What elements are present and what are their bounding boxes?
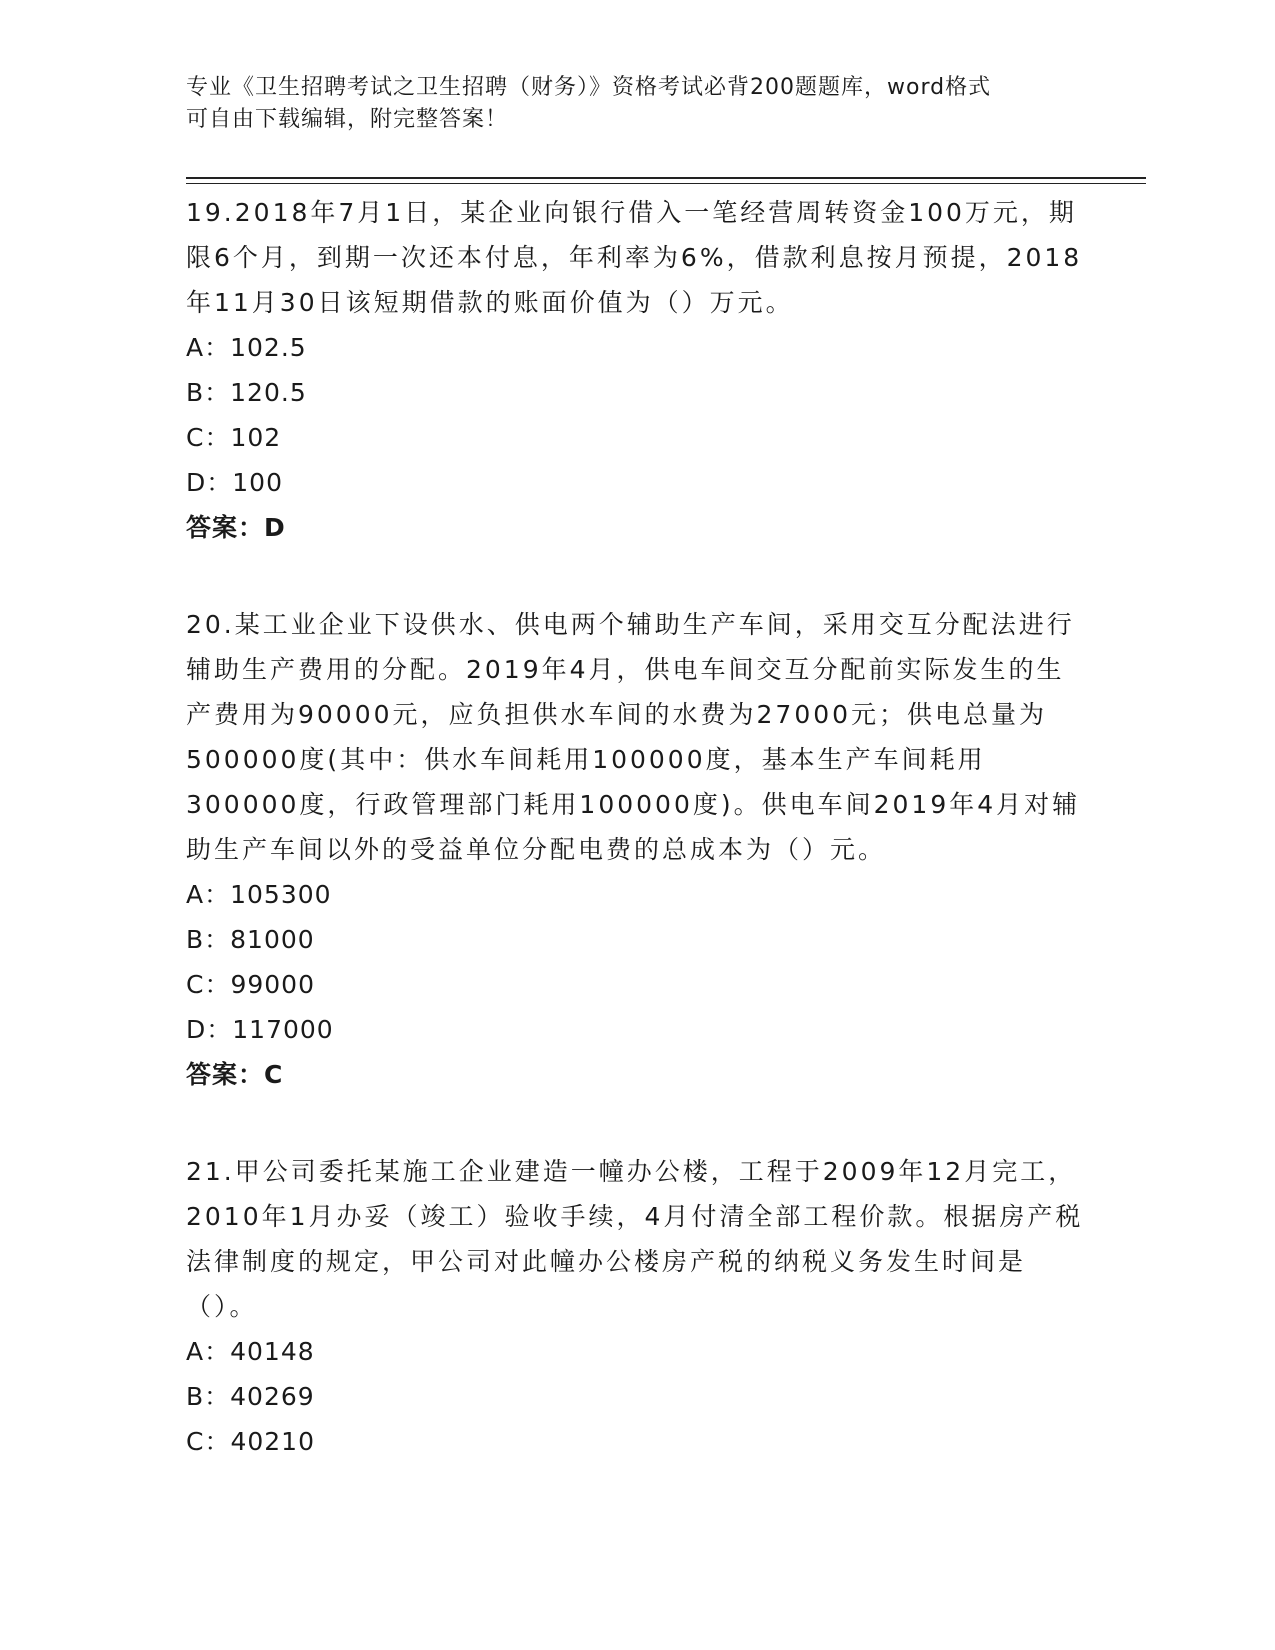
option-letter: B： [186,1382,231,1411]
header-line-1: 专业《卫生招聘考试之卫生招聘（财务）》资格考试必背200题题库，word格式 [186,75,992,100]
option-c [186,415,1086,460]
question-20 [186,602,1086,1097]
option-value: 102 [230,423,282,452]
option-value: 40148 [230,1337,315,1366]
option-letter: A： [186,1337,231,1366]
option-value: 120.5 [230,378,307,407]
option-letter: B： [186,378,231,407]
option-d [186,460,1086,505]
option-letter: D： [186,468,233,497]
answer-label: 答案：D [186,513,286,542]
question-21 [186,1149,1086,1464]
option-a [186,872,1086,917]
option-value: 40210 [230,1427,315,1456]
option-letter: B： [186,925,231,954]
option-value: 100 [232,468,283,497]
option-a [186,1329,1086,1374]
option-letter: A： [186,333,231,362]
option-c [186,1419,1086,1464]
question-19 [186,190,1086,550]
option-c [186,962,1086,1007]
option-letter: A： [186,880,231,909]
question-text: 20.某工业企业下设供水、供电两个辅助生产车间，采用交互分配法进行辅助生产费用的分配。2019年4月，供电车间交互分配前实际发生的生产费用为90000元，应负担供水车间的水费为27000元；供电总量为500000度(其中：供水车间耗用100000度，基本生产车间耗用300000度，行政管理部门耗用100000度)。供电车间2019年4月对辅助生产车间以外的受益单位分配电费的总成本为（）元。 [186,610,1081,864]
option-value: 81000 [230,925,315,954]
option-b [186,917,1086,962]
option-b [186,370,1086,415]
question-text: 19.2018年7月1日，某企业向银行借入一笔经营周转资金100万元，期限6个月，到期一次还本付息，年利率为6%，借款利息按月预提，2018年11月30日该短期借款的账面价值为（）万元。 [186,198,1083,317]
option-value: 117000 [232,1015,334,1044]
option-letter: C： [186,423,231,452]
question-list [186,190,1086,1516]
option-letter: C： [186,1427,231,1456]
option-value: 105300 [230,880,332,909]
option-a [186,325,1086,370]
option-value: 99000 [230,970,315,999]
header-line-2: 可自由下载编辑，附完整答案！ [186,107,509,132]
option-d [186,1007,1086,1052]
option-value: 102.5 [230,333,307,362]
header-divider-thin [186,183,1146,184]
option-letter: C： [186,970,231,999]
option-letter: D： [186,1015,233,1044]
option-value: 40269 [230,1382,315,1411]
answer-label: 答案：C [186,1060,284,1089]
option-b [186,1374,1086,1419]
question-text: 21.甲公司委托某施工企业建造一幢办公楼，工程于2009年12月完工，2010年1月办妥（竣工）验收手续，4月付清全部工程价款。根据房产税法律制度的规定，甲公司对此幢办公楼房产税的纳税义务发生时间是（）。 [186,1157,1084,1321]
document-header [186,72,1066,136]
header-divider-thick [186,177,1146,179]
